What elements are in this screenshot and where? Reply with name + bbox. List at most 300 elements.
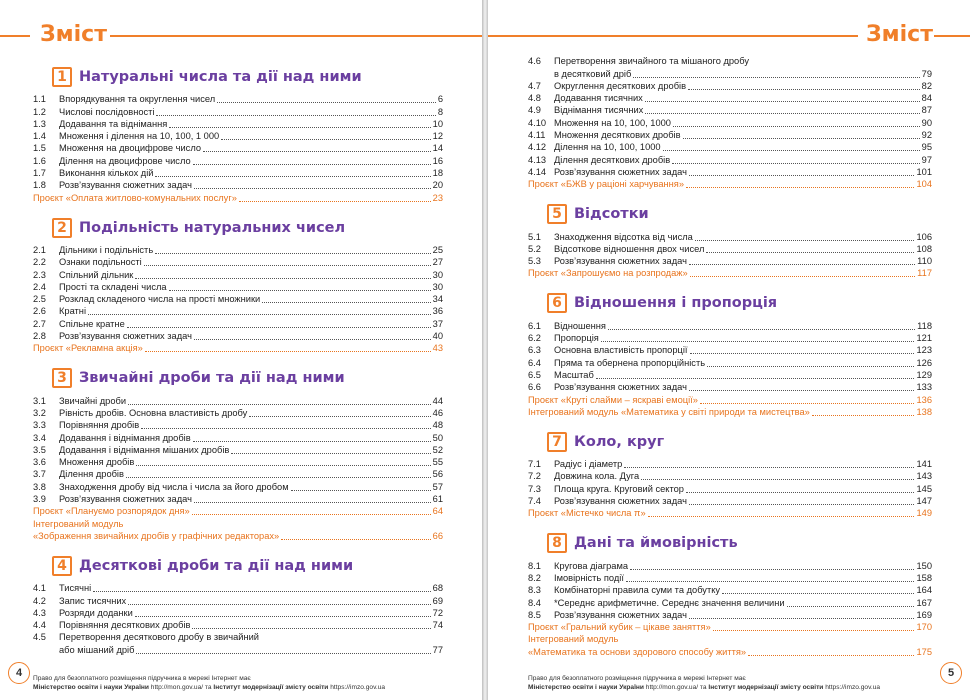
header-rule (0, 35, 30, 37)
toc-entry-title: Кругова діаграма (554, 560, 629, 571)
toc-entry-number: 6.1 (528, 320, 541, 331)
toc-entry-page: 129 (916, 369, 932, 380)
dot-leader (700, 403, 915, 404)
dot-leader (641, 479, 914, 480)
toc-entry-number: 7.4 (528, 496, 541, 507)
section-title: Відношення і пропорція (574, 295, 778, 312)
toc-entry-number: 4.7 (528, 80, 541, 91)
dot-leader (194, 188, 431, 189)
toc-entry-page: 121 (916, 333, 932, 344)
toc-entry[interactable] (33, 607, 443, 619)
section-heading[interactable] (33, 66, 443, 88)
toc-entry-number: 1.4 (33, 131, 46, 142)
toc-entry-number: 6.5 (528, 369, 541, 380)
toc-entry-number: 4.12 (528, 142, 547, 153)
dot-leader (141, 428, 430, 429)
toc-entry-title: Розв’язування сюжетних задач (59, 331, 192, 342)
toc-entry-number: 3.6 (33, 457, 46, 468)
toc-project-entry[interactable] (528, 633, 932, 645)
toc-entry-title: Множення і ділення на 10, 100, 1 000 (59, 131, 220, 142)
toc-entry[interactable] (528, 55, 932, 67)
toc-project-entry[interactable] (528, 645, 932, 657)
toc-entry[interactable] (33, 594, 443, 606)
toc-entry-number: 1.2 (33, 106, 46, 117)
toc-entry-number: 4.13 (528, 154, 547, 165)
toc-entry-page: 126 (916, 357, 932, 368)
page-number: 5 (940, 662, 962, 684)
toc-entry-title: Розклад складеного числа на прості множники (59, 294, 261, 305)
section-heading[interactable] (528, 532, 932, 554)
dot-leader (135, 616, 431, 617)
dot-leader (192, 628, 430, 629)
toc-entry-title: Знаходження відсотка від числа (554, 231, 693, 242)
toc-entry[interactable] (528, 153, 932, 165)
toc-entry[interactable] (33, 444, 443, 456)
toc-entry[interactable] (528, 67, 932, 79)
toc-entry[interactable] (33, 268, 443, 280)
toc-entry[interactable] (33, 456, 443, 468)
toc-entry[interactable] (528, 470, 932, 482)
toc-entry-page: 12 (432, 131, 443, 142)
dot-leader (683, 138, 920, 139)
toc-entry-title: Розв’язування сюжетних задач (554, 382, 687, 393)
toc-entry-page: 37 (432, 318, 443, 329)
toc-entry-title: Проєкт «Круті слайми – яскраві емоції» (528, 394, 698, 405)
toc-entry-title: Відношення (554, 320, 606, 331)
toc-entry-page: 27 (432, 257, 443, 268)
toc-entry-page: 175 (916, 646, 932, 657)
toc-project-entry[interactable] (528, 393, 932, 405)
toc-entry-page: 133 (916, 382, 932, 393)
toc-entry-page: 57 (432, 481, 443, 492)
toc-project-entry[interactable] (528, 406, 932, 418)
toc-entry-title: в десятковий дріб (554, 68, 632, 79)
toc-entry[interactable] (528, 559, 932, 571)
dot-leader (686, 187, 914, 188)
toc-entry-page: 52 (432, 444, 443, 455)
toc-entry-title: Розв’язування сюжетних задач (554, 609, 687, 620)
toc-entry-page: 34 (432, 294, 443, 305)
toc-entry-page: 72 (432, 607, 443, 618)
dot-leader (690, 353, 915, 354)
toc-entry[interactable] (528, 255, 932, 267)
dot-leader (203, 151, 431, 152)
toc-entry-page: 18 (432, 168, 443, 179)
toc-entry[interactable] (528, 344, 932, 356)
toc-entry-number: 3.7 (33, 469, 46, 480)
toc-entry[interactable] (528, 166, 932, 178)
toc-entry[interactable] (528, 116, 932, 128)
toc-entry-title: Комбінаторні правила суми та добутку (554, 585, 721, 596)
toc-entry-page: 79 (921, 68, 932, 79)
toc-entry-title: Розв’язування сюжетних задач (554, 166, 687, 177)
dot-leader (239, 201, 431, 202)
toc-entry[interactable] (33, 154, 443, 166)
toc-entry-number: 4.8 (528, 93, 541, 104)
section-heading[interactable] (33, 217, 443, 239)
toc-entry[interactable] (33, 179, 443, 191)
toc-entry-title: Знаходження дробу від числа і числа за його дробом (59, 481, 289, 492)
toc-entry-number: 8.4 (528, 597, 541, 608)
dot-leader (648, 516, 915, 517)
toc-entry-title: Тисячні (59, 583, 92, 594)
toc-entry-page: 56 (432, 469, 443, 480)
dot-leader (291, 490, 431, 491)
toc-entry-title: Множення десяткових дробів (554, 130, 681, 141)
dot-leader (135, 278, 430, 279)
toc-entry-page: 14 (432, 143, 443, 154)
toc-entry-number: 5.1 (528, 231, 541, 242)
toc-entry-title: Ділення на 10, 100, 1000 (554, 142, 661, 153)
toc-entry-page: 46 (432, 407, 443, 418)
toc-entry-number: 3.9 (33, 494, 46, 505)
toc-entry[interactable] (528, 319, 932, 331)
toc-entry-page: 68 (432, 583, 443, 594)
toc-project-entry[interactable] (33, 505, 443, 517)
toc-entry-page: 149 (916, 508, 932, 519)
toc-entry-title: Інтегрований модуль (528, 634, 619, 645)
right-page (488, 0, 970, 700)
toc-entry[interactable] (33, 244, 443, 256)
header-rule (488, 35, 858, 37)
toc-entry[interactable] (528, 129, 932, 141)
toc-entry-page: 92 (921, 130, 932, 141)
toc-entry-title: Спільний дільник (59, 269, 134, 280)
toc-entry-number: 7.2 (528, 471, 541, 482)
dot-leader (192, 514, 431, 515)
toc-entry-title: Додавання тисячних (554, 93, 643, 104)
toc-entry-title: Розв’язування сюжетних задач (554, 256, 687, 267)
toc-entry-number: 1.8 (33, 180, 46, 191)
toc-entry[interactable] (33, 419, 443, 431)
dot-leader (626, 581, 915, 582)
dot-leader (194, 502, 431, 503)
dot-leader (673, 126, 920, 127)
toc-entry-page: 138 (916, 406, 932, 417)
dot-leader (128, 404, 431, 405)
toc-entry-title: Проєкт «Плануємо розпорядок дня» (33, 506, 190, 517)
toc-entry[interactable] (33, 142, 443, 154)
toc-entry[interactable] (528, 332, 932, 344)
toc-entry[interactable] (33, 317, 443, 329)
dot-leader (624, 467, 914, 468)
dot-leader (169, 127, 430, 128)
toc-entry-title: Числові послідовності (59, 106, 155, 117)
dot-leader (707, 366, 914, 367)
toc-entry-number: 4.6 (528, 56, 541, 67)
dot-leader (633, 77, 919, 78)
toc-entry-number: 6.6 (528, 382, 541, 393)
toc-entry-title: Проєкт «Оплата житлово-комунальних послуг» (33, 192, 237, 203)
toc-entry-page: 95 (921, 142, 932, 153)
toc-entry-page: 143 (916, 471, 932, 482)
dot-leader (713, 630, 915, 631)
toc-entry-title: Інтегрований модуль (33, 518, 124, 529)
toc-entry-number: 3.3 (33, 420, 46, 431)
toc-project-entry[interactable] (528, 178, 932, 190)
dot-leader (630, 569, 914, 570)
toc-entry[interactable] (33, 293, 443, 305)
toc-entry-title: Множення дробів (59, 457, 135, 468)
toc-entry-number: 1.5 (33, 143, 46, 154)
toc-entry[interactable] (528, 356, 932, 368)
toc-right (528, 55, 932, 658)
toc-entry-page: 167 (916, 597, 932, 608)
section-number-badge: 5 (547, 204, 567, 224)
dot-leader (193, 164, 431, 165)
toc-entry-title: Основна властивість пропорції (554, 345, 688, 356)
toc-entry-title: Проєкт «БЖВ у раціоні харчування» (528, 179, 684, 190)
toc-entry-page: 141 (916, 459, 932, 470)
toc-entry-title: Ділення на двоцифрове число (59, 155, 191, 166)
toc-entry-title: *Середнє арифметичне. Середнє значення величини (554, 597, 785, 608)
toc-entry-page: 30 (432, 281, 443, 292)
toc-entry-number: 6.2 (528, 333, 541, 344)
toc-entry-number: 1.6 (33, 155, 46, 166)
toc-entry[interactable] (528, 243, 932, 255)
toc-entry-number: 5.3 (528, 256, 541, 267)
toc-entry-page: 106 (916, 231, 932, 242)
toc-entry-title: Звичайні дроби (59, 395, 127, 406)
toc-entry-page: 136 (916, 394, 932, 405)
toc-entry-title: Порівняння дробів (59, 420, 140, 431)
toc-project-entry[interactable] (528, 621, 932, 633)
dot-leader (136, 653, 430, 654)
toc-entry[interactable] (33, 631, 443, 643)
toc-entry-number: 7.3 (528, 483, 541, 494)
section-title: Десяткові дроби та дії над ними (79, 557, 354, 574)
toc-entry-page: 170 (916, 622, 932, 633)
toc-left (33, 66, 443, 656)
toc-entry[interactable] (528, 584, 932, 596)
toc-entry-number: 2.3 (33, 269, 46, 280)
toc-entry-title: Множення на двоцифрове число (59, 143, 202, 154)
dot-leader (787, 606, 915, 607)
toc-entry[interactable] (33, 582, 443, 594)
section-number-badge: 6 (547, 293, 567, 313)
toc-entry[interactable] (33, 305, 443, 317)
toc-entry-page: 82 (921, 80, 932, 91)
toc-entry-page: 30 (432, 269, 443, 280)
toc-entry-page: 64 (432, 506, 443, 517)
toc-entry[interactable] (528, 458, 932, 470)
section-title: Подільність натуральних чисел (79, 219, 346, 236)
footer-line: Міністерство освіти і науки України http://mon.gov.ua/ та Інститут модернізації змісту освіти https://imzo.gov.ua (33, 684, 386, 691)
toc-entry[interactable] (33, 105, 443, 117)
section-heading[interactable] (33, 367, 443, 389)
toc-entry-number: 3.5 (33, 444, 46, 455)
toc-entry-title: Запис тисячних (59, 595, 127, 606)
dot-leader (695, 240, 915, 241)
toc-entry[interactable] (33, 407, 443, 419)
toc-entry-number: 2.7 (33, 318, 46, 329)
toc-entry[interactable] (528, 482, 932, 494)
toc-entry-page: 74 (432, 620, 443, 631)
dot-leader (126, 477, 431, 478)
dot-leader (169, 290, 431, 291)
toc-entry-title: Множення на 10, 100, 1000 (554, 117, 671, 128)
toc-entry-page: 77 (432, 644, 443, 655)
dot-leader (127, 327, 431, 328)
toc-entry[interactable] (33, 493, 443, 505)
section-title: Звичайні дроби та дії над ними (79, 370, 345, 387)
toc-entry-number: 2.2 (33, 257, 46, 268)
toc-entry-page: 123 (916, 345, 932, 356)
dot-leader (155, 176, 430, 177)
toc-entry-page: 169 (916, 609, 932, 620)
toc-entry[interactable] (528, 495, 932, 507)
toc-project-entry[interactable] (528, 507, 932, 519)
toc-entry-title: Округлення десяткових дробів (554, 80, 687, 91)
toc-entry[interactable] (33, 431, 443, 443)
toc-entry-number: 3.8 (33, 481, 46, 492)
toc-entry[interactable] (33, 330, 443, 342)
toc-project-entry[interactable] (528, 267, 932, 279)
left-header (0, 22, 482, 48)
toc-entry-number: 8.1 (528, 560, 541, 571)
toc-entry-title: Пропорція (554, 333, 599, 344)
dot-leader (193, 441, 431, 442)
dot-leader (689, 618, 915, 619)
toc-entry-number: 4.2 (33, 595, 46, 606)
toc-entry[interactable] (33, 468, 443, 480)
toc-entry-title: Пряма та обернена пропорційність (554, 357, 706, 368)
toc-entry-page: 66 (432, 530, 443, 541)
footer-line: Право для безоплатного розміщення підручника в мережі Інтернет має (528, 675, 746, 682)
toc-entry-title: Проєкт «Рекламна акція» (33, 343, 143, 354)
toc-entry[interactable] (33, 619, 443, 631)
toc-entry-title: Масштаб (554, 369, 594, 380)
toc-entry-page: 16 (432, 155, 443, 166)
dot-leader (663, 150, 920, 151)
toc-entry-page: 108 (916, 243, 932, 254)
dot-leader (689, 390, 915, 391)
toc-entry[interactable] (528, 381, 932, 393)
section-heading[interactable] (528, 203, 932, 225)
section-heading[interactable] (528, 292, 932, 314)
toc-entry[interactable] (33, 394, 443, 406)
toc-entry-title: «Математика та основи здорового способу життя» (528, 646, 747, 657)
toc-entry-page: 84 (921, 93, 932, 104)
toc-entry-title: Проєкт «Запрошуємо на розпродаж» (528, 268, 688, 279)
toc-entry[interactable] (528, 369, 932, 381)
toc-entry[interactable] (33, 643, 443, 655)
section-title: Дані та ймовірність (574, 535, 738, 552)
toc-entry-number: 4.3 (33, 607, 46, 618)
toc-entry-title: Площа круга. Круговий сектор (554, 483, 684, 494)
toc-entry[interactable] (528, 230, 932, 242)
toc-entry-title: Спільне кратне (59, 318, 125, 329)
page-number: 4 (8, 662, 30, 684)
toc-entry-title: Відсоткове відношення двох чисел (554, 243, 705, 254)
toc-entry[interactable] (33, 93, 443, 105)
toc-entry-title: Перетворення десяткового дробу в звичайний (59, 632, 259, 643)
section-title: Відсотки (574, 206, 649, 223)
toc-entry-number: 2.5 (33, 294, 46, 305)
toc-project-entry[interactable] (33, 530, 443, 542)
toc-entry-page: 6 (437, 94, 443, 105)
dot-leader (689, 264, 915, 265)
toc-entry-page: 50 (432, 432, 443, 443)
toc-project-entry[interactable] (33, 191, 443, 203)
toc-entry[interactable] (528, 572, 932, 584)
toc-entry-number: 1.3 (33, 118, 46, 129)
toc-entry-page: 87 (921, 105, 932, 116)
toc-entry[interactable] (33, 130, 443, 142)
toc-entry-title: Розв’язування сюжетних задач (59, 180, 192, 191)
toc-entry-title: Радіус і діаметр (554, 459, 623, 470)
toc-entry-page: 20 (432, 180, 443, 191)
dot-leader (221, 139, 430, 140)
section-title: Натуральні числа та дії над ними (79, 69, 362, 85)
toc-entry-title: Проєкт «Гральний кубик – цікаве заняття» (528, 622, 711, 633)
toc-entry-page: 118 (917, 320, 932, 331)
toc-entry[interactable] (33, 118, 443, 130)
toc-entry[interactable] (33, 167, 443, 179)
dot-leader (88, 314, 431, 315)
dot-leader (596, 378, 915, 379)
toc-entry-page: 90 (921, 117, 932, 128)
toc-entry-title: Розряди доданки (59, 607, 133, 618)
toc-entry-page: 150 (916, 560, 932, 571)
toc-entry-title: Віднімання тисячних (554, 105, 644, 116)
toc-entry[interactable] (528, 609, 932, 621)
dot-leader (722, 593, 914, 594)
toc-entry-title: Додавання і віднімання дробів (59, 432, 191, 443)
toc-entry-page: 104 (916, 179, 932, 190)
dot-leader (194, 339, 431, 340)
toc-entry-page: 97 (921, 154, 932, 165)
toc-entry-number: 2.6 (33, 306, 46, 317)
toc-entry[interactable] (528, 104, 932, 116)
toc-entry-title: Кратні (59, 306, 87, 317)
header-rule (934, 35, 970, 37)
dot-leader (231, 453, 430, 454)
toc-entry[interactable] (33, 256, 443, 268)
toc-entry-title: Ділення дробів (59, 469, 124, 480)
dot-leader (145, 351, 431, 352)
toc-project-entry[interactable] (33, 517, 443, 529)
toc-entry-page: 145 (916, 483, 932, 494)
section-heading[interactable] (528, 431, 932, 453)
toc-entry-number: 3.1 (33, 395, 46, 406)
toc-entry-title: Імовірність події (554, 572, 624, 583)
dot-leader (689, 175, 915, 176)
toc-entry[interactable] (528, 141, 932, 153)
dot-leader (812, 415, 915, 416)
toc-entry-number: 6.3 (528, 345, 541, 356)
toc-entry[interactable] (33, 281, 443, 293)
toc-entry-number: 8.3 (528, 585, 541, 596)
dot-leader (672, 163, 919, 164)
toc-entry-number: 2.8 (33, 331, 46, 342)
section-heading[interactable] (33, 555, 443, 577)
toc-project-entry[interactable] (33, 342, 443, 354)
toc-entry[interactable] (528, 596, 932, 608)
section-number-badge: 3 (52, 368, 72, 388)
dot-leader (136, 465, 430, 466)
dot-leader (281, 539, 430, 540)
toc-entry[interactable] (33, 480, 443, 492)
toc-entry-title: Додавання і віднімання мішаних дробів (59, 444, 230, 455)
toc-entry-title: Порівняння десяткових дробів (59, 620, 191, 631)
dot-leader (608, 329, 915, 330)
toc-entry-title: Ознаки подільності (59, 257, 142, 268)
dot-leader (688, 89, 920, 90)
toc-entry[interactable] (528, 80, 932, 92)
section-number-badge: 1 (52, 67, 72, 87)
toc-entry[interactable] (528, 92, 932, 104)
